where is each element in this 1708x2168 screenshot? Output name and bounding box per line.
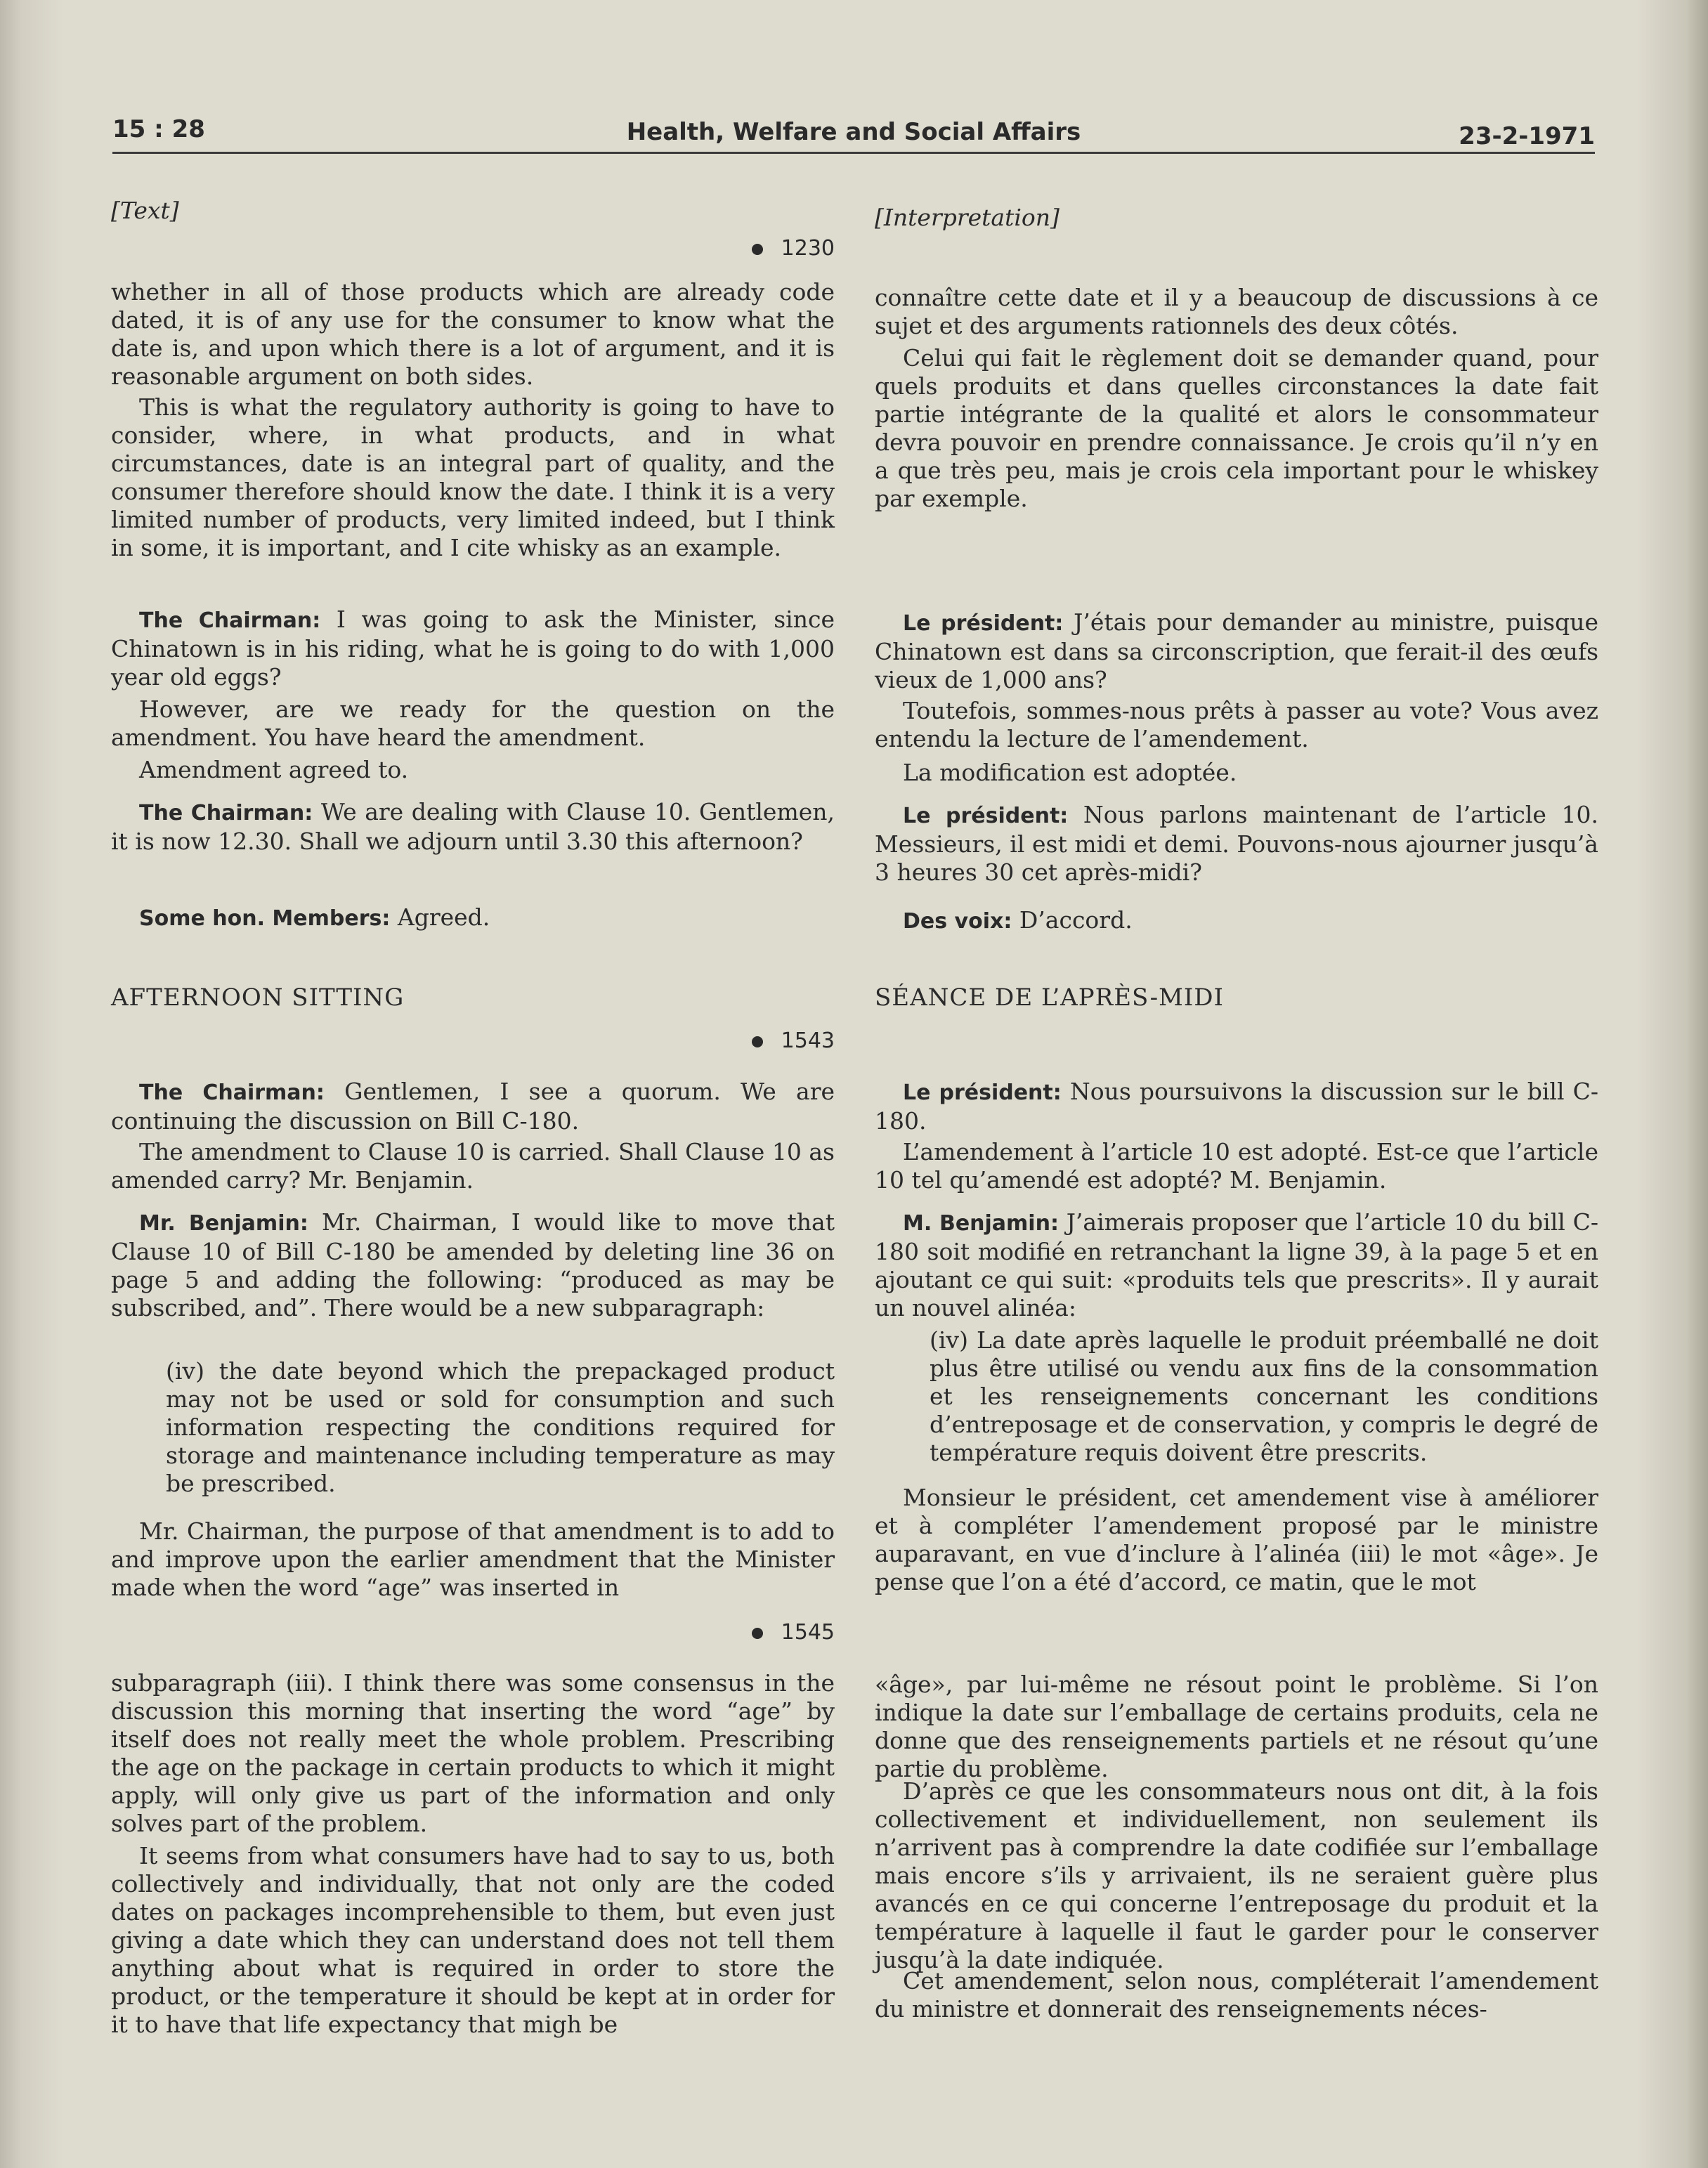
speaker-name: Le président:	[903, 804, 1069, 828]
speaker-name: Des voix:	[903, 909, 1012, 934]
bullet-icon	[752, 244, 763, 255]
header-date: 23-2-1971	[1459, 122, 1595, 150]
time-marker: 1543	[111, 1027, 835, 1055]
paragraph: Celui qui fait le règlement doit se demander quand, pour quels produits et dans quelles circonstances la date fait partie intégrante de la qualité et alors le consommateur devra pouvoir en prendre connaissance. Je crois qu’il n’y en a que très peu, mais je crois cela important pour le whiskey par exemple.	[875, 344, 1598, 512]
speaker-name: The Chairman:	[139, 608, 321, 633]
speaker-name: The Chairman:	[139, 801, 313, 825]
paragraph: Amendment agreed to.	[139, 756, 409, 783]
paragraph: This is what the regulatory authority is going to have to consider, where, in what products, and in what circumstances, date is an integral part of quality, and the consumer therefore should know the date. I think it is a very limited number of products, very limited indeed, but I think in some, it is important, and I cite whisky as an example.	[111, 393, 835, 561]
paragraph: D’après ce que les consommateurs nous ont dit, à la fois collectivement et individuellement, non seulement ils n’arrivent pas à comprendre la date codifiée sur l’emballage mais encore s’ils y arrivaient, ils ne seraient guère plus avancés en ce qui concerne l’entreposage du produit et la température à laquelle il faut le garder pour le conserver jusqu’à la date indiquée.	[875, 1777, 1598, 1973]
speaker-name: The Chairman:	[139, 1080, 325, 1105]
bullet-icon	[752, 1036, 763, 1047]
speaker-name: M. Benjamin:	[903, 1211, 1059, 1236]
paragraph: The amendment to Clause 10 is carried. Shall Clause 10 as amended carry? Mr. Benjamin.	[111, 1138, 835, 1194]
paragraph: The Chairman: Gentlemen, I see a quorum. We are continuing the discussion on Bill C-180.	[111, 1078, 835, 1135]
section-heading: SÉANCE DE L’APRÈS-MIDI	[875, 984, 1224, 1012]
paragraph: M. Benjamin: J’aimerais proposer que l’article 10 du bill C-180 soit modifié en retranchant la ligne 39, à la page 5 et en ajoutant ce qui suit: «produits tels que prescrits». Il y aurait un nouvel alinéa:	[875, 1208, 1598, 1321]
paragraph: «âge», par lui-même ne résout point le problème. Si l’on indique la date sur l’emballage de certains produits, cela ne donne que des renseignements partiels et ne résout qu’une partie du problème.	[875, 1671, 1598, 1782]
paragraph: It seems from what consumers have had to say to us, both collectively and individually, that not only are the coded dates on packages incomprehensible to them, but even just giving a date which they can understand does not tell them anything about what is required in order to store the product, or the temperature it should be kept at in order for it to have that life expectancy that migh be	[111, 1842, 835, 2038]
paragraph: Cet amendement, selon nous, compléterait l’amendement du ministre et donnerait des renseignements néces-	[875, 1967, 1598, 2023]
amendment-quote: (iv) La date après laquelle le produit préemballé ne doit plus être utilisé ou vendu aux fins de la consommation et les renseignements concernant les conditions d’entreposage et de conservation, y compris le degré de température requis doivent être prescrits.	[930, 1326, 1598, 1466]
page-number: 15 : 28	[112, 115, 205, 143]
paragraph: Some hon. Members: Agreed.	[139, 903, 490, 931]
paragraph: subparagraph (iii). I think there was some consensus in the discussion this morning that inserting the word “age” by itself does not really meet the whole problem. Prescribing the age on the package in certain products to which it might apply, will only give us part of the information and only solves part of the problem.	[111, 1669, 835, 1837]
time-marker: 1230	[111, 235, 835, 263]
paragraph: Mr. Chairman, the purpose of that amendment is to add to and improve upon the earlier amendment that the Minister made when the word “age” was inserted in	[111, 1517, 835, 1601]
paragraph: whether in all of those products which are already code dated, it is of any use for the consumer to know what the date is, and upon which there is a lot of argument, and it is reasonable argument on both sides.	[111, 278, 835, 390]
paragraph: Monsieur le président, cet amendement vise à améliorer et à compléter l’amendement proposé par le ministre auparavant, en vue d’inclure à l’alinéa (iii) le mot «âge». Je pense que l’on a été d’accord, ce matin, que le mot	[875, 1484, 1598, 1595]
running-header	[112, 112, 1595, 154]
speaker-name: Some hon. Members:	[139, 906, 391, 931]
header-title: Health, Welfare and Social Affairs	[626, 118, 1081, 146]
paragraph: Mr. Benjamin: Mr. Chairman, I would like to move that Clause 10 of Bill C-180 be amended by deleting line 36 on page 5 and adding the following: “produced as may be subscribed, and”. There would be a new subparagraph:	[111, 1208, 835, 1321]
paragraph: Le président: Nous parlons maintenant de l’article 10. Messieurs, il est midi et demi. Pouvons-nous ajourner jusqu’à 3 heures 30 cet après-midi?	[875, 801, 1598, 886]
paragraph: L’amendement à l’article 10 est adopté. Est-ce que l’article 10 tel qu’amendé est adopté? M. Benjamin.	[875, 1138, 1598, 1194]
interpretation-tag: [Interpretation]	[875, 204, 1060, 231]
text-tag: [Text]	[111, 197, 179, 224]
bullet-icon	[752, 1628, 763, 1639]
paragraph: Le président: J’étais pour demander au ministre, puisque Chinatown est dans sa circonscription, que ferait-il des œufs vieux de 1,000 ans?	[875, 608, 1598, 693]
speaker-name: Le président:	[903, 1080, 1062, 1105]
paragraph: La modification est adoptée.	[903, 759, 1237, 786]
paragraph: Toutefois, sommes-nous prêts à passer au vote? Vous avez entendu la lecture de l’amendement.	[875, 697, 1598, 752]
paragraph: Des voix: D’accord.	[903, 906, 1133, 934]
time-marker: 1545	[111, 1619, 835, 1647]
speaker-name: Mr. Benjamin:	[139, 1211, 308, 1236]
paragraph: The Chairman: I was going to ask the Minister, since Chinatown is in his riding, what he is going to do with 1,000 year old eggs?	[111, 606, 835, 691]
amendment-quote: (iv) the date beyond which the prepackaged product may not be used or sold for consumption and such information respecting the conditions required for storage and maintenance including temperature as may be prescribed.	[166, 1357, 835, 1497]
paragraph: Le président: Nous poursuivons la discussion sur le bill C-180.	[875, 1078, 1599, 1135]
paragraph: However, are we ready for the question on the amendment. You have heard the amendment.	[111, 696, 835, 751]
section-heading: AFTERNOON SITTING	[111, 984, 405, 1012]
paragraph: connaître cette date et il y a beaucoup de discussions à ce sujet et des arguments rationnels des deux côtés.	[875, 284, 1598, 339]
speaker-name: Le président:	[903, 611, 1064, 636]
paragraph: The Chairman: We are dealing with Clause 10. Gentlemen, it is now 12.30. Shall we adjourn until 3.30 this afternoon?	[111, 798, 835, 855]
